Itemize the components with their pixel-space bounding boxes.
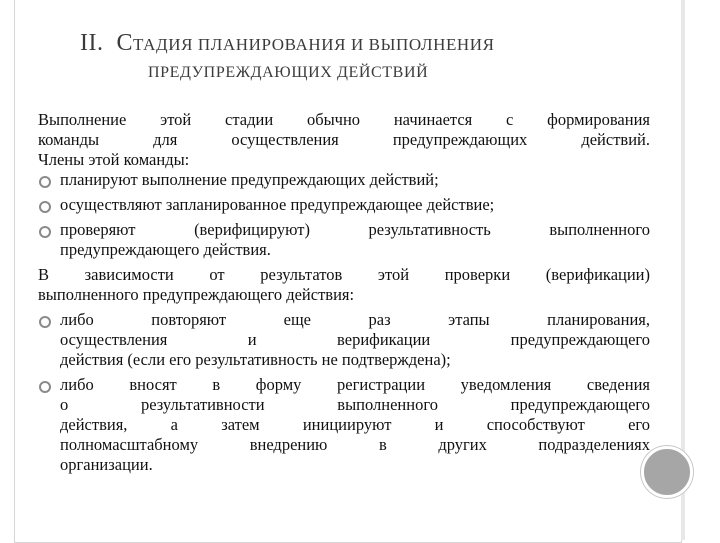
bullet-item-register xyxy=(60,375,650,475)
bullet-line: предупреждающего действия. xyxy=(60,240,271,259)
bullet-line: либо вносят в форму регистрации уведомления сведения xyxy=(60,375,650,394)
bullet-item-repeat xyxy=(60,310,650,370)
title-rest: ТАДИЯ ПЛАНИРОВАНИЯ И ВЫПОЛНЕНИЯ xyxy=(133,35,495,54)
slide-title-line-1 xyxy=(80,30,495,57)
intro-paragraph xyxy=(38,110,650,170)
middle-line: выполненного предупреждающего действия: xyxy=(38,285,355,304)
middle-line: В зависимости от результатов этой проверки (верификации) xyxy=(38,265,650,284)
bullet-item-plan xyxy=(60,170,650,190)
title-numeral: II. xyxy=(80,30,104,56)
intro-line: Выполнение этой стадии обычно начинается с формирования xyxy=(38,110,650,129)
bullet-icon xyxy=(38,315,52,329)
middle-paragraph xyxy=(38,265,650,305)
bullet-line: полномасштабному внедрению в других подразделениях xyxy=(60,435,650,454)
bullet-line: организации. xyxy=(60,455,153,474)
intro-line: Члены этой команды: xyxy=(38,150,190,169)
bullet-line: либо повторяют еще раз этапы планирования, xyxy=(60,310,650,329)
bullet-line: проверяют (верифицируют) результативность выполненного xyxy=(60,220,650,239)
bullet-icon xyxy=(38,380,52,394)
title-first-letter: С xyxy=(116,30,133,56)
bullet-line: планируют выполнение предупреждающих действий; xyxy=(60,170,439,189)
bullet-icon xyxy=(38,225,52,239)
bullet-line: о результативности выполненного предупреждающего xyxy=(60,395,650,414)
bullet-item-execute xyxy=(60,195,650,215)
bullet-line: действия (если его результативность не подтверждена); xyxy=(60,350,451,369)
intro-line: команды для осуществления предупреждающих действий. xyxy=(38,130,650,149)
bullet-icon xyxy=(38,200,52,214)
slide-title-line-2: ПРЕДУПРЕЖДАЮЩИХ ДЕЙСТВИЙ xyxy=(148,64,429,81)
bullet-line: осуществляют запланированное предупреждающее действие; xyxy=(60,195,495,214)
decorative-circle xyxy=(641,446,693,498)
bullet-icon xyxy=(38,175,52,189)
bullet-item-verify xyxy=(60,220,650,260)
bullet-line: действия, а затем инициируют и способствуют его xyxy=(60,415,650,434)
bullet-line: осуществления и верификации предупреждающего xyxy=(60,330,650,349)
